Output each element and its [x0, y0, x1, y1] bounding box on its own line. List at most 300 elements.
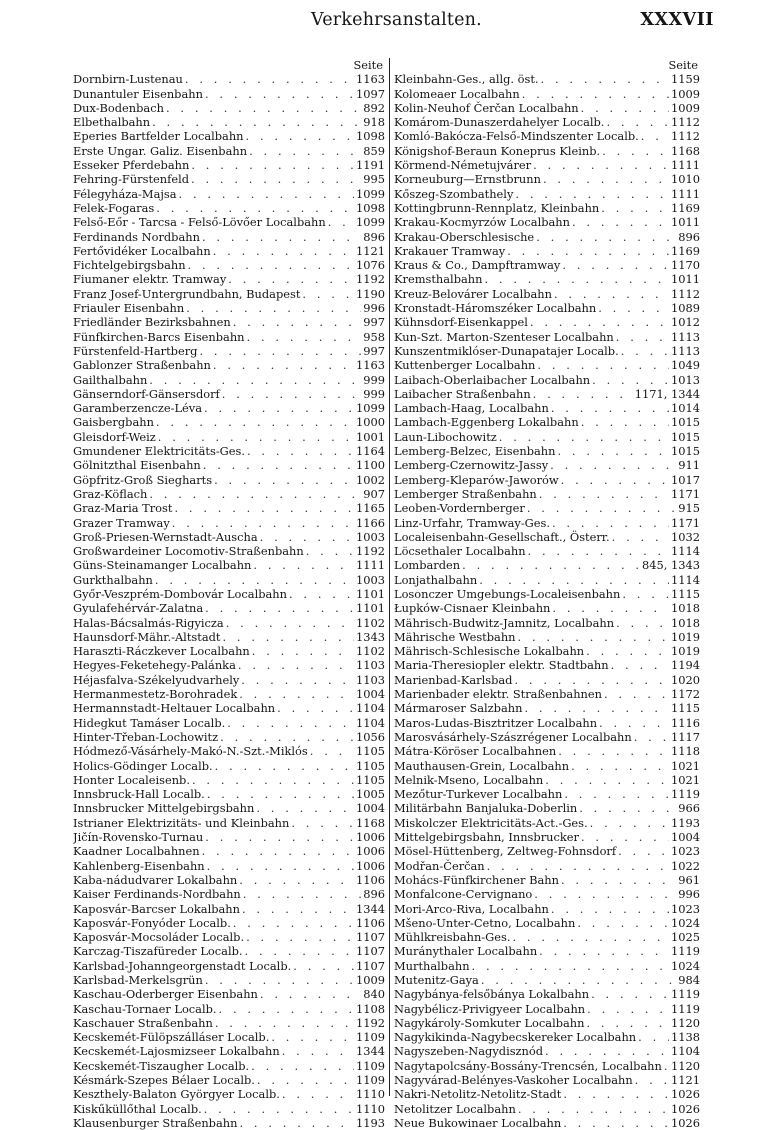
index-entry — [394, 558, 700, 572]
entry-page: 1022 — [671, 858, 700, 873]
index-entry — [73, 558, 385, 572]
column-divider — [389, 58, 390, 1096]
entry-page: 1169 — [671, 243, 700, 258]
entry-page: 1170 — [671, 258, 700, 273]
entry-name: Franz Josef-Untergrundbahn, Budapest — [73, 286, 301, 301]
leader-dots — [533, 158, 669, 172]
entry-page: 1110 — [356, 1101, 385, 1116]
leader-dots — [563, 1087, 669, 1101]
entry-name: Gyulafehérvár-Zalatna — [73, 601, 204, 616]
index-entry — [73, 201, 385, 215]
entry-page: 1171 — [671, 515, 700, 530]
leader-dots — [581, 830, 669, 844]
entry-name: Krakau-Kocmyrzów Localbahn — [394, 215, 570, 230]
entry-name: Groß-Priesen-Wernstadt-Auscha — [73, 529, 258, 544]
leader-dots — [552, 601, 669, 615]
entry-name: Lonjathalbahn — [394, 572, 478, 587]
entry-page: 1168 — [671, 143, 700, 158]
entry-name: Hidegkut Tamáser Localb. — [73, 715, 226, 730]
index-entry — [394, 1073, 700, 1087]
entry-page: 1104 — [671, 1044, 700, 1059]
leader-dots — [172, 516, 354, 530]
index-entry — [73, 873, 385, 887]
index-entry — [73, 129, 385, 143]
index-entry — [73, 358, 385, 372]
index-entry — [394, 730, 700, 744]
index-entry — [73, 830, 385, 844]
index-entry — [394, 101, 700, 115]
entry-page: 1344 — [356, 901, 385, 916]
entry-name: Nakri-Netolitz-Netolitz-Stadt — [394, 1087, 562, 1102]
index-entry — [394, 373, 700, 387]
index-entry — [73, 158, 385, 172]
entry-page: 915 — [678, 501, 700, 516]
entry-name: Lemberg-Kleparów-Jaworów — [394, 472, 559, 487]
leader-dots — [282, 1087, 354, 1101]
entry-name: Hegyes-Feketehegy-Palánka — [73, 658, 236, 673]
index-entry — [73, 1030, 385, 1044]
index-entry — [394, 930, 700, 944]
index-entry — [73, 787, 385, 801]
index-entry — [394, 687, 700, 701]
entry-page: 859 — [363, 143, 385, 158]
index-entry — [73, 473, 385, 487]
entry-name: Gaisbergbahn — [73, 415, 154, 430]
entry-page: 1113 — [671, 343, 700, 358]
leader-dots — [539, 944, 669, 958]
leader-dots — [238, 658, 354, 672]
index-entry — [394, 873, 700, 887]
entry-name: Kecskemét-Fülöpszálláser Localb. — [73, 1030, 270, 1045]
entry-page: 896 — [363, 887, 385, 902]
entry-name: Esseker Pferdebahn — [73, 158, 190, 173]
entry-page: 1011 — [671, 272, 700, 287]
entry-page: 1111 — [671, 158, 700, 173]
leader-dots — [166, 101, 361, 115]
entry-name: Nagyvárad-Belényes-Vaskoher Localbahn — [394, 1073, 633, 1088]
entry-page: 1089 — [671, 301, 700, 316]
leader-dots — [499, 430, 669, 444]
index-entry — [73, 1059, 385, 1073]
entry-name: Kaschau-Tornaer Localb. — [73, 1001, 217, 1016]
entry-name: Gurkthalbahn — [73, 572, 153, 587]
index-entry — [394, 759, 700, 773]
entry-page: 1025 — [671, 930, 700, 945]
index-entry — [73, 630, 385, 644]
index-entry — [73, 516, 385, 530]
index-entry — [73, 716, 385, 730]
entry-name: Halas-Bácsalmás-Rigyicza — [73, 615, 224, 630]
index-entry — [394, 129, 700, 143]
entry-page: 1019 — [671, 629, 700, 644]
index-entry — [73, 1116, 385, 1130]
entry-name: Kun-Szt. Marton-Szenteser Localbahn — [394, 329, 614, 344]
index-entry — [73, 887, 385, 901]
entry-page: 997 — [363, 343, 385, 358]
entry-name: Friedländer Bezirksbahnen — [73, 315, 231, 330]
index-entry — [73, 673, 385, 687]
leader-dots — [563, 1116, 669, 1130]
leader-dots — [291, 816, 354, 830]
entry-page: 1018 — [671, 615, 700, 630]
entry-page: 1344 — [356, 1044, 385, 1059]
entry-page: 1026 — [671, 1101, 700, 1116]
leader-dots — [641, 129, 669, 143]
entry-page: 840 — [363, 987, 385, 1002]
entry-page: 892 — [363, 100, 385, 115]
index-entry — [394, 187, 700, 201]
index-entry — [73, 687, 385, 701]
leader-dots — [246, 129, 354, 143]
index-entry — [394, 601, 700, 615]
entry-name: Nagybánya-felsőbánya Lokalbahn — [394, 987, 590, 1002]
entry-name: Kreuz-Belovárer Localbahn — [394, 286, 552, 301]
leader-dots — [246, 930, 354, 944]
entry-name: Krakauer Tramway — [394, 243, 506, 258]
index-entry — [73, 430, 385, 444]
leader-dots — [528, 544, 669, 558]
leader-dots — [612, 530, 669, 544]
entry-name: Mori-Arco-Riva, Localbahn — [394, 901, 549, 916]
index-entry — [394, 487, 700, 501]
entry-page: 995 — [363, 172, 385, 187]
index-entry — [394, 458, 700, 472]
leader-dots — [558, 744, 669, 758]
index-entry — [73, 387, 385, 401]
leader-dots — [213, 244, 354, 258]
entry-name: Laun-Libochowitz — [394, 429, 497, 444]
leader-dots — [536, 230, 676, 244]
leader-dots — [247, 444, 354, 458]
entry-page: 1121 — [671, 1073, 700, 1088]
index-entry — [73, 816, 385, 830]
leader-dots — [251, 1059, 354, 1073]
leader-dots — [191, 172, 361, 186]
leader-dots — [233, 916, 354, 930]
entry-page: 961 — [678, 872, 700, 887]
entry-name: Héjasfalva-Székelyudvarhely — [73, 672, 240, 687]
index-entry — [73, 1002, 385, 1016]
entry-name: Mohács-Fünfkirchener Bahn — [394, 872, 559, 887]
entry-name: Nagyszeben-Nagydisznód — [394, 1044, 544, 1059]
index-entry — [394, 144, 700, 158]
leader-dots — [328, 215, 354, 229]
entry-page: 1015 — [671, 429, 700, 444]
entry-name: Innsbruck-Hall Localb. — [73, 787, 205, 802]
entry-page: 1005 — [356, 787, 385, 802]
index-entry — [73, 373, 385, 387]
leader-dots — [487, 859, 669, 873]
leader-dots — [462, 558, 640, 572]
entry-name: Lemberger Straßenbahn — [394, 486, 537, 501]
leader-dots — [599, 716, 669, 730]
index-entry — [73, 330, 385, 344]
leader-dots — [205, 830, 354, 844]
index-entry — [394, 244, 700, 258]
entry-page: 1015 — [671, 444, 700, 459]
index-entry — [73, 644, 385, 658]
leader-dots — [602, 144, 669, 158]
index-entry — [73, 759, 385, 773]
index-entry — [73, 415, 385, 429]
leader-dots — [604, 687, 669, 701]
entry-page: 1163 — [356, 72, 385, 87]
leader-dots — [514, 673, 669, 687]
entry-page: 1021 — [671, 772, 700, 787]
entry-name: Lemberg-Belzec, Eisenbahn — [394, 444, 556, 459]
entry-page: 1004 — [671, 830, 700, 845]
entry-page: 1099 — [356, 186, 385, 201]
leader-dots — [611, 658, 669, 672]
seite-heading: Seite — [353, 58, 383, 72]
index-entry — [73, 72, 385, 86]
entry-name: Hermannstadt-Heltauer Localbahn — [73, 701, 276, 716]
entry-page: 1023 — [671, 901, 700, 916]
leader-dots — [638, 1030, 669, 1044]
index-entry — [73, 458, 385, 472]
entry-name: Kuttenberger Localbahn — [394, 358, 536, 373]
entry-name: Istrianer Elektrizitäts- und Kleinbahn — [73, 815, 290, 830]
index-entry — [394, 1002, 700, 1016]
index-entry — [394, 387, 700, 401]
index-entry — [73, 315, 385, 329]
entry-page: 1012 — [671, 315, 700, 330]
leader-dots — [543, 172, 669, 186]
index-entry — [73, 101, 385, 115]
entry-page: 1014 — [671, 401, 700, 416]
entry-page: 1006 — [356, 844, 385, 859]
leader-dots — [561, 873, 676, 887]
entry-name: Lambach-Eggenberg Lokalbahn — [394, 415, 579, 430]
entry-page: 1023 — [671, 844, 700, 859]
leader-dots — [222, 630, 354, 644]
index-entry — [394, 87, 700, 101]
entry-page: 1101 — [356, 586, 385, 601]
index-entry — [394, 287, 700, 301]
index-entry — [73, 773, 385, 787]
entry-name: Dornbirn-Lustenau — [73, 72, 183, 87]
leader-dots — [186, 301, 361, 315]
leader-dots — [554, 287, 669, 301]
index-entry — [394, 658, 700, 672]
leader-dots — [257, 1073, 354, 1087]
leader-dots — [310, 744, 354, 758]
entry-page: 1109 — [356, 1058, 385, 1073]
entry-name: Gmundener Elektricitäts-Ges. — [73, 444, 245, 459]
entry-page: 1026 — [671, 1087, 700, 1102]
entry-name: Grazer Tramway — [73, 515, 170, 530]
index-entry — [73, 244, 385, 258]
index-entry — [394, 887, 700, 901]
leader-dots — [530, 315, 669, 329]
entry-page: 1108 — [356, 1001, 385, 1016]
entry-name: Karlsbad-Merkelsgrün — [73, 973, 203, 987]
entry-page: 911 — [678, 458, 700, 473]
index-entry — [394, 201, 700, 215]
index-entry — [394, 801, 700, 815]
entry-page: 1105 — [356, 744, 385, 759]
entry-name: Nagykároly-Somkuter Localbahn — [394, 1015, 585, 1030]
entry-page: 1104 — [356, 701, 385, 716]
leader-dots — [214, 473, 354, 487]
entry-page: 1017 — [671, 472, 700, 487]
index-entry — [394, 673, 700, 687]
entry-page: 1119 — [671, 944, 700, 959]
entry-page: 1191 — [356, 158, 385, 173]
index-entry — [73, 587, 385, 601]
entry-page: 1165 — [356, 501, 385, 516]
index-entry — [73, 272, 385, 286]
index-entry — [73, 301, 385, 315]
index-entry — [73, 530, 385, 544]
entry-page: 1118 — [671, 744, 700, 759]
entry-name: Győr-Veszprém-Dombovár Localbahn — [73, 586, 287, 601]
entry-name: Fürstenfeld-Hartberg — [73, 343, 198, 358]
leader-dots — [551, 401, 669, 415]
entry-page: 1010 — [671, 172, 700, 187]
entry-name: Félegyháza-Majsa — [73, 186, 177, 201]
entry-page: 1192 — [356, 544, 385, 559]
leader-dots — [527, 501, 676, 515]
leader-dots — [205, 601, 354, 615]
entry-page: 1193 — [356, 1115, 385, 1130]
entry-page: 1009 — [671, 86, 700, 101]
entry-name: Fichtelgebirgsbahn — [73, 258, 186, 273]
entry-name: Holics-Gödinger Localb. — [73, 758, 213, 773]
index-entry — [394, 616, 700, 630]
leader-dots — [545, 1044, 669, 1058]
entry-page: 1120 — [671, 1015, 700, 1030]
index-entry — [73, 902, 385, 916]
index-entry — [394, 987, 700, 1001]
leader-dots — [185, 72, 354, 86]
leader-dots — [524, 701, 669, 715]
index-entry — [394, 158, 700, 172]
entry-name: Mährisch-Budwitz-Jamnitz, Localbahn — [394, 615, 615, 630]
index-entry — [394, 716, 700, 730]
entry-name: Klausenburger Straßenbahn — [73, 1115, 238, 1130]
leader-dots — [226, 616, 354, 630]
index-entry — [394, 587, 700, 601]
entry-page: 896 — [363, 229, 385, 244]
entry-name: Linz-Urfahr, Tramway-Ges. — [394, 515, 550, 530]
leader-dots — [245, 944, 354, 958]
entry-page: 1115 — [671, 586, 700, 601]
entry-page: 1106 — [356, 915, 385, 930]
leader-dots — [302, 287, 354, 301]
leader-dots — [220, 730, 354, 744]
leader-dots — [241, 673, 354, 687]
leader-dots — [541, 72, 669, 86]
entry-name: Mutenitz-Gaya — [394, 973, 479, 987]
index-entry — [394, 644, 700, 658]
leader-dots — [539, 487, 669, 501]
entry-name: Felső-Eőr - Tarcsa - Felső-Lövőer Localbahn — [73, 215, 326, 230]
entry-page: 1120 — [671, 1058, 700, 1073]
entry-name: Kőszeg-Szombathely — [394, 186, 514, 201]
entry-name: Mährische Westbahn — [394, 629, 516, 644]
entry-page: 1032 — [671, 529, 700, 544]
entry-name: Nagykikinda-Nagybecskereker Localbahn — [394, 1030, 637, 1045]
leader-dots — [228, 272, 354, 286]
index-entry — [73, 187, 385, 201]
leader-dots — [622, 587, 669, 601]
entry-page: 1169 — [671, 200, 700, 215]
leader-dots — [152, 115, 361, 129]
entry-name: Dunantuler Eisenbahn — [73, 86, 203, 101]
leader-dots — [512, 930, 669, 944]
index-entry — [394, 959, 700, 973]
leader-dots — [256, 801, 354, 815]
entry-page: 1019 — [671, 644, 700, 659]
entry-name: Göpfritz-Groß Siegharts — [73, 472, 213, 487]
entry-page: 1020 — [671, 672, 700, 687]
entry-name: Muránythaler Localbahn — [394, 944, 538, 959]
leader-dots — [571, 759, 669, 773]
leader-dots — [306, 544, 354, 558]
entry-page: 1104 — [356, 715, 385, 730]
entry-page: 1107 — [356, 930, 385, 945]
entry-page: 1119 — [671, 1001, 700, 1016]
leader-dots — [156, 415, 354, 429]
leader-dots — [213, 358, 354, 372]
index-entry — [73, 801, 385, 815]
index-entry — [73, 501, 385, 515]
leader-dots — [188, 258, 354, 272]
entry-name: Kaposvár-Fonyóder Localb. — [73, 915, 231, 930]
entry-name: Friauler Eisenbahn — [73, 301, 185, 316]
entry-name: Mátra-Köröser Localbahnen — [394, 744, 557, 759]
entry-page: 1003 — [356, 529, 385, 544]
leader-dots — [271, 1030, 354, 1044]
index-entry — [394, 358, 700, 372]
leader-dots — [158, 430, 354, 444]
entry-page: 1024 — [671, 915, 700, 930]
leader-dots — [552, 516, 669, 530]
index-entry — [394, 944, 700, 958]
entry-name: Karczag-Tiszafüreder Localb. — [73, 944, 243, 959]
entry-name: Lambach-Haag, Localbahn — [394, 401, 549, 416]
index-entry — [73, 1087, 385, 1101]
entry-page: 1076 — [356, 258, 385, 273]
entry-name: Korneuburg—Ernstbrunn — [394, 172, 541, 187]
leader-dots — [534, 887, 676, 901]
leader-dots — [215, 759, 354, 773]
entry-page: 1193 — [671, 815, 700, 830]
entry-name: Gablonzer Straßenbahn — [73, 358, 211, 373]
index-entry — [394, 258, 700, 272]
leader-dots — [239, 873, 354, 887]
index-entries — [73, 72, 385, 1130]
entry-page: 1121 — [356, 243, 385, 258]
entry-page: 1103 — [356, 672, 385, 687]
index-entry — [73, 844, 385, 858]
entry-page: 1114 — [671, 544, 700, 559]
entry-name: Felek-Fogaras — [73, 200, 155, 215]
leader-dots — [537, 358, 669, 372]
index-entry — [394, 830, 700, 844]
entry-page: 1101 — [356, 601, 385, 616]
index-entry — [73, 544, 385, 558]
index-column-left — [73, 58, 385, 1130]
entry-page: 1119 — [671, 787, 700, 802]
entry-page: 1102 — [356, 615, 385, 630]
entry-page: 1106 — [356, 872, 385, 887]
leader-dots — [616, 616, 669, 630]
entry-name: Garamberzencze-Léva — [73, 401, 202, 416]
index-entry — [394, 902, 700, 916]
entry-page: 1119 — [671, 987, 700, 1002]
